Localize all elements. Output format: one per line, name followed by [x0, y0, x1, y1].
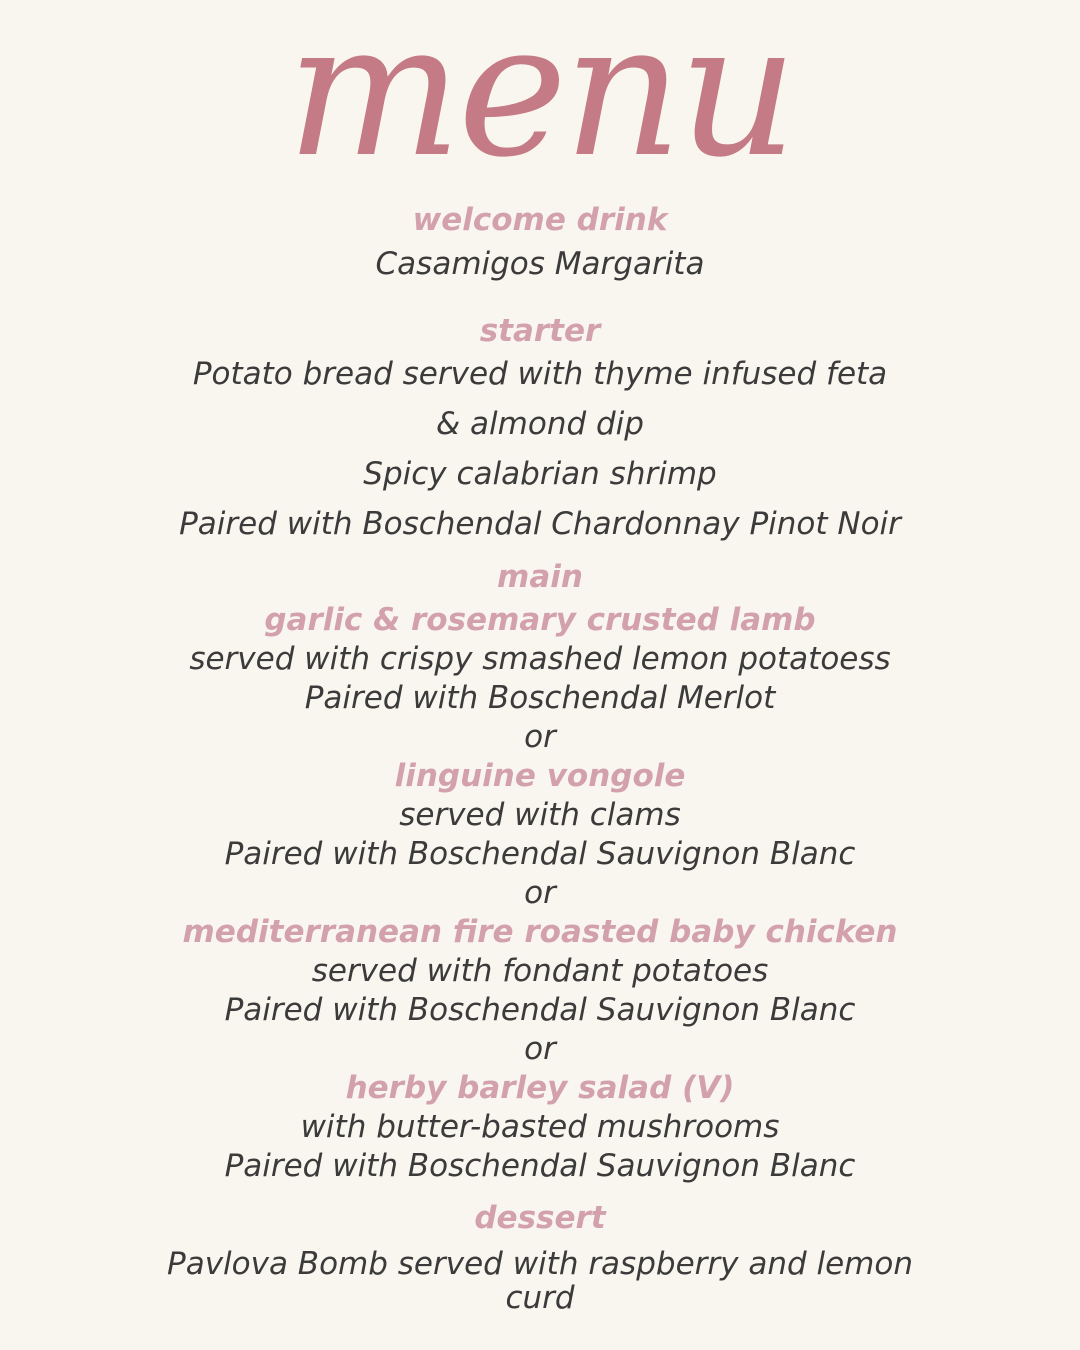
- starter-heading: starter: [479, 313, 601, 349]
- starter-item-2: & almond dip: [436, 406, 644, 442]
- dish-name-salad: herby barley salad (V): [345, 1070, 735, 1106]
- dish-pairing-linguine: Paired with Boschendal Sauvignon Blanc: [224, 836, 856, 872]
- dessert-item-line-2: curd: [505, 1280, 575, 1316]
- dish-pairing-salad: Paired with Boschendal Sauvignon Blanc: [224, 1148, 856, 1184]
- or-divider-3: or: [524, 1031, 556, 1067]
- welcome-drink-item: Casamigos Margarita: [375, 246, 705, 282]
- dish-name-chicken: mediterranean fire roasted baby chicken: [182, 914, 898, 950]
- starter-item-1: Potato bread served with thyme infused feta: [192, 356, 888, 392]
- starter-item-3: Spicy calabrian shrimp: [363, 456, 717, 492]
- starter-pairing: Paired with Boschendal Chardonnay Pinot Noir: [179, 506, 901, 542]
- dish-description-linguine: served with clams: [399, 797, 681, 833]
- dessert-item-line-1: Pavlova Bomb served with raspberry and lemon: [167, 1246, 913, 1282]
- dish-pairing-chicken: Paired with Boschendal Sauvignon Blanc: [224, 992, 856, 1028]
- dessert-heading: dessert: [474, 1200, 606, 1236]
- dish-description-chicken: served with fondant potatoes: [311, 953, 769, 989]
- welcome-drink-heading: welcome drink: [412, 202, 668, 238]
- main-heading: main: [497, 559, 583, 595]
- dish-pairing-lamb: Paired with Boschendal Merlot: [304, 680, 776, 716]
- or-divider-2: or: [524, 875, 556, 911]
- or-divider-1: or: [524, 719, 556, 755]
- dish-description-lamb: served with crispy smashed lemon potatoess: [189, 641, 891, 677]
- dish-name-lamb: garlic & rosemary crusted lamb: [264, 602, 816, 638]
- dish-description-salad: with butter-basted mushrooms: [300, 1109, 780, 1145]
- menu-title: menu: [286, 0, 794, 198]
- dish-name-linguine: linguine vongole: [394, 758, 686, 794]
